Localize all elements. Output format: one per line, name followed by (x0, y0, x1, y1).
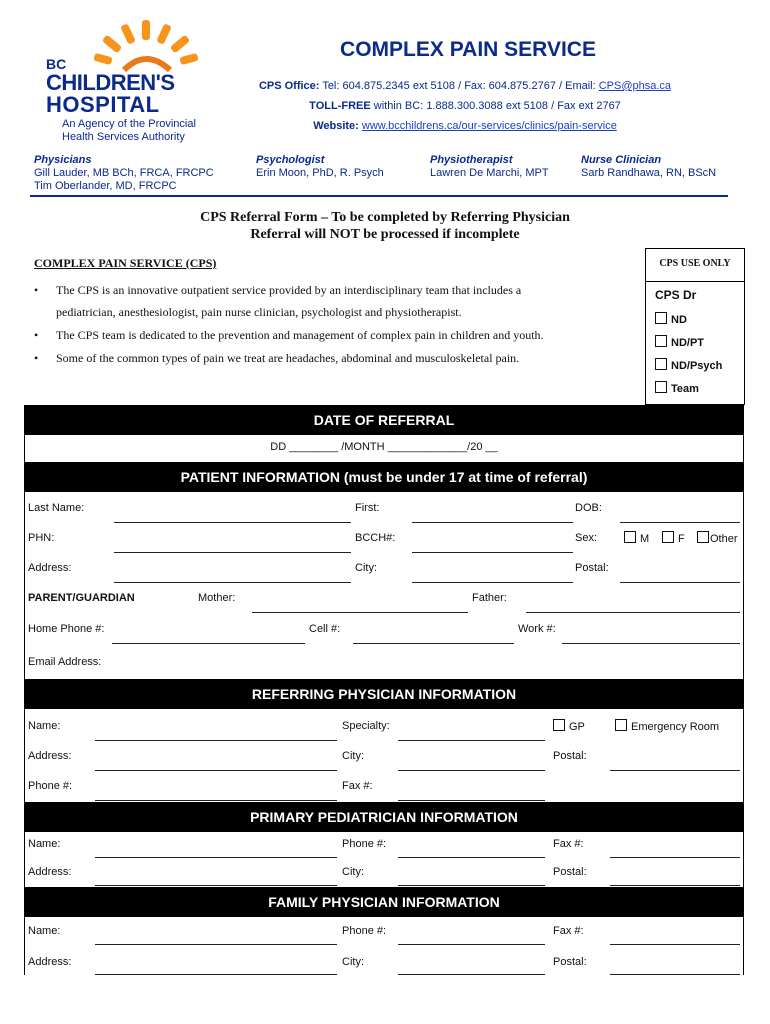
fam-fax-field[interactable] (610, 944, 740, 945)
ped-address-label: Address: (28, 866, 72, 878)
work-field[interactable] (562, 643, 740, 644)
cps-option-nd[interactable] (655, 312, 687, 326)
ref-name-label: Name: (28, 720, 61, 732)
last-name-field[interactable] (114, 522, 351, 523)
patient-city-label: City: (355, 562, 377, 574)
cps-option-label: Team (671, 383, 699, 395)
checkbox-icon[interactable] (553, 719, 565, 731)
fam-fax-label: Fax #: (553, 925, 584, 937)
date-section-header: DATE OF REFERRAL (24, 405, 744, 435)
form-title-1: CPS Referral Form – To be completed by Referring Physician (200, 210, 570, 225)
fam-city-field[interactable] (398, 974, 545, 975)
home-phone-label: Home Phone #: (28, 623, 105, 635)
fam-address-label: Address: (28, 956, 72, 968)
cps-option-label: ND/PT (671, 337, 704, 349)
phn-label: PHN: (28, 532, 55, 544)
patient-postal-field[interactable] (620, 582, 740, 583)
ped-fax-label: Fax #: (553, 838, 584, 850)
checkbox-icon[interactable] (624, 531, 636, 543)
staff-name: Sarb Randhawa, RN, BScN (581, 167, 717, 179)
ref-specialty-label: Specialty: (342, 720, 390, 732)
sex-f-label: F (678, 533, 685, 545)
intro-text: pediatrician, anesthesiologist, pain nurse clinician, psychologist and physiotherapist. (56, 305, 462, 319)
parent-guardian-label: PARENT/GUARDIAN (28, 592, 135, 604)
ref-fax-label: Fax #: (342, 780, 373, 792)
ref-er-option[interactable] (615, 719, 719, 733)
fam-phone-field[interactable] (398, 944, 545, 945)
staff-psychologist (256, 154, 384, 180)
page-title: COMPLEX PAIN SERVICE (340, 38, 596, 61)
logo-childrens: CHILDREN'S (46, 70, 175, 95)
checkbox-icon[interactable] (697, 531, 709, 543)
work-label: Work #: (518, 623, 556, 635)
ped-city-field[interactable] (398, 885, 545, 886)
logo-sub1: An Agency of the Provincial (62, 118, 196, 130)
staff-name: Tim Oberlander, MD, FRCPC (34, 180, 177, 192)
ref-city-field[interactable] (398, 770, 545, 771)
bcch-field[interactable] (412, 552, 573, 553)
ref-address-field[interactable] (95, 770, 337, 771)
intro-heading: COMPLEX PAIN SERVICE (CPS) (34, 256, 217, 270)
fam-phone-label: Phone #: (342, 925, 387, 937)
family-section-header: FAMILY PHYSICIAN INFORMATION (24, 887, 744, 917)
logo-hospital: HOSPITAL (46, 92, 160, 117)
ref-postal-field[interactable] (610, 770, 740, 771)
sex-label: Sex: (575, 532, 598, 544)
cell-label: Cell #: (309, 623, 341, 635)
patient-address-field[interactable] (114, 582, 351, 583)
pediatrician-section-header: PRIMARY PEDIATRICIAN INFORMATION (24, 802, 744, 832)
checkbox-icon[interactable] (655, 312, 667, 324)
cps-option-label: ND (671, 314, 687, 326)
ref-city-label: City: (342, 750, 364, 762)
checkbox-icon[interactable] (655, 358, 667, 370)
intro-text: Some of the common types of pain we treat are headaches, abdominal and musculoskeletal pain. (56, 351, 520, 365)
staff-name: Gill Lauder, MB BCh, FRCA, FRCPC (34, 167, 214, 179)
ped-name-field[interactable] (95, 857, 337, 858)
intro-text: The CPS team is dedicated to the prevention and management of complex pain in children and youth. (56, 328, 544, 342)
staff-nurse (581, 154, 716, 180)
last-name-label: Last Name: (28, 502, 85, 514)
patient-section-header: PATIENT INFORMATION (must be under 17 at time of referral) (24, 462, 744, 492)
logo-bc: BC (46, 56, 67, 72)
ref-name-field[interactable] (95, 740, 337, 741)
fam-postal-label: Postal: (553, 956, 587, 968)
fam-name-label: Name: (28, 925, 61, 937)
cps-use-divider (646, 281, 744, 282)
logo (40, 18, 210, 148)
office-line (200, 80, 730, 92)
sex-other-label: Other (710, 533, 738, 545)
sex-other-option[interactable] (697, 531, 738, 545)
header-divider (30, 195, 728, 197)
form-title-2: Referral will NOT be processed if incomplete (250, 227, 520, 242)
fam-address-field[interactable] (95, 974, 337, 975)
cps-option-label: ND/Psych (671, 360, 723, 372)
fam-postal-field[interactable] (610, 974, 740, 975)
intro-bullet: • (34, 283, 39, 297)
ref-specialty-field[interactable] (398, 740, 545, 741)
cps-option-team[interactable] (655, 381, 699, 395)
dob-label: DOB: (575, 502, 602, 514)
home-phone-field[interactable] (112, 643, 305, 644)
ped-phone-label: Phone #: (342, 838, 387, 850)
tollfree-line (200, 100, 730, 112)
website-line (200, 120, 730, 132)
sex-f-option[interactable] (662, 531, 685, 545)
office-text: Tel: 604.875.2345 ext 5108 / Fax: 604.875.2767 / Email: (322, 80, 599, 92)
fam-city-label: City: (342, 956, 364, 968)
staff-physiotherapist (430, 154, 549, 180)
checkbox-icon[interactable] (615, 719, 627, 731)
sex-m-option[interactable] (624, 531, 649, 545)
ref-er-label: Emergency Room (631, 721, 720, 733)
mother-label: Mother: (198, 592, 236, 604)
staff-role: Nurse Clinician (581, 154, 662, 166)
ref-fax-field[interactable] (398, 800, 545, 801)
patient-address-label: Address: (28, 562, 72, 574)
email-link[interactable]: CPS@phsa.ca (598, 80, 672, 92)
referring-section-header: REFERRING PHYSICIAN INFORMATION (24, 679, 744, 709)
cps-option-ndpt[interactable] (655, 335, 704, 349)
office-label: CPS Office: (258, 80, 320, 92)
fam-name-field[interactable] (95, 944, 337, 945)
patient-postal-label: Postal: (575, 562, 609, 574)
ped-name-label: Name: (28, 838, 61, 850)
mother-field[interactable] (252, 612, 468, 613)
ref-phone-field[interactable] (95, 800, 337, 801)
first-name-label: First: (355, 502, 380, 514)
logo-sub2: Health Services Authority (62, 131, 185, 143)
checkbox-icon[interactable] (655, 381, 667, 393)
ped-postal-label: Postal: (553, 866, 587, 878)
staff-role: Physiotherapist (430, 154, 513, 166)
ped-postal-field[interactable] (610, 885, 740, 886)
checkbox-icon[interactable] (662, 531, 674, 543)
sex-m-label: M (640, 533, 650, 545)
cps-use-box (645, 248, 745, 405)
sun-icon (80, 18, 210, 78)
cps-use-title: CPS USE ONLY (659, 258, 731, 269)
ped-address-field[interactable] (95, 885, 337, 886)
tollfree-text: within BC: 1.888.300.3088 ext 5108 / Fax ext 2767 (370, 100, 621, 112)
ped-phone-field[interactable] (398, 857, 545, 858)
website-label: Website: (313, 120, 359, 132)
checkbox-icon[interactable] (655, 335, 667, 347)
ref-gp-label: GP (569, 721, 585, 733)
patient-city-field[interactable] (412, 582, 573, 583)
father-label: Father: (472, 592, 507, 604)
father-field[interactable] (526, 612, 740, 613)
dob-field[interactable] (620, 522, 740, 523)
first-name-field[interactable] (412, 522, 573, 523)
cps-dr-label: CPS Dr (655, 288, 697, 302)
cps-option-ndpsych[interactable] (655, 358, 722, 372)
staff-role: Psychologist (256, 154, 325, 166)
staff-name: Lawren De Marchi, MPT (430, 167, 549, 179)
intro-text: The CPS is an innovative outpatient service provided by an interdisciplinary team that includes a (56, 283, 522, 297)
date-fill-line[interactable]: DD ________ /MONTH _____________/20 __ (270, 441, 498, 453)
staff-physicians (34, 154, 214, 193)
ref-gp-option[interactable] (553, 719, 585, 733)
ped-city-label: City: (342, 866, 364, 878)
ref-postal-label: Postal: (553, 750, 587, 762)
ped-fax-field[interactable] (610, 857, 740, 858)
tollfree-label: TOLL-FREE (309, 100, 371, 112)
staff-name: Erin Moon, PhD, R. Psych (256, 167, 384, 179)
email-address-label: Email Address: (28, 656, 102, 668)
ref-phone-label: Phone #: (28, 780, 73, 792)
phn-field[interactable] (114, 552, 351, 553)
intro-bullet: • (34, 328, 39, 342)
cell-field[interactable] (353, 643, 514, 644)
website-link[interactable]: www.bcchildrens.ca/our-services/clinics/pain-service (361, 120, 617, 132)
bcch-label: BCCH#: (355, 532, 396, 544)
ref-address-label: Address: (28, 750, 72, 762)
staff-role: Physicians (34, 154, 92, 166)
intro-bullet: • (34, 351, 39, 365)
